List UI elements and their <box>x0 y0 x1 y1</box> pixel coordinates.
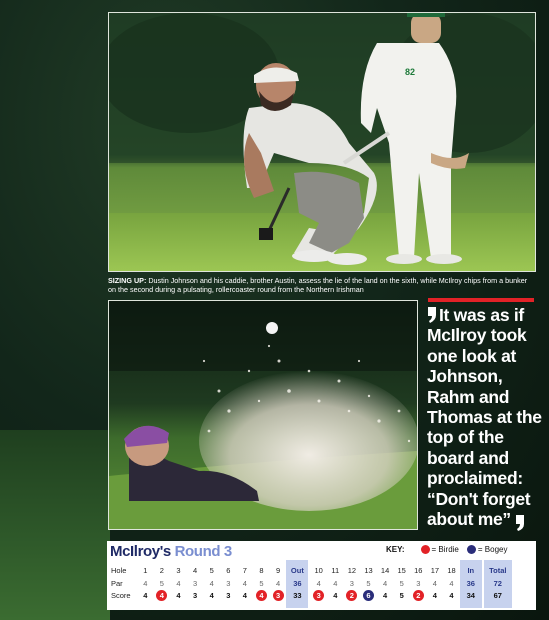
in-par: 36 <box>460 578 482 590</box>
hole-number: 16 <box>414 566 423 575</box>
out-score: 33 <box>286 590 308 602</box>
total-par: 72 <box>484 578 512 590</box>
close-quote-icon <box>515 515 525 531</box>
row-label-score: Score <box>111 591 131 600</box>
scorecard <box>107 541 536 610</box>
hole-number: 3 <box>176 566 181 575</box>
hole-score: 4 <box>333 591 338 600</box>
row-label-hole: Hole <box>111 566 127 575</box>
quote-accent-rule <box>428 298 534 302</box>
hole-number: 14 <box>380 566 390 575</box>
bogey-marker: 6 <box>363 590 374 601</box>
hole-number: 8 <box>259 566 264 575</box>
hole-score: 4 <box>209 591 214 600</box>
hole-score <box>253 590 270 602</box>
hole-score: 3 <box>193 591 198 600</box>
birdie-marker: 4 <box>156 590 167 601</box>
key-label: KEY: <box>386 545 405 554</box>
hole-number: 10 <box>314 566 323 575</box>
key-birdie <box>421 545 459 554</box>
pull-quote-text: It was as if McIlroy took one look at Johnson, Rahm and Thomas at the top of the board and proclaimed: “Don't forget about me” <box>427 305 542 530</box>
background-fairway <box>0 430 110 620</box>
caption-lead: SIZING UP: <box>108 276 147 285</box>
hole-score: 5 <box>399 591 404 600</box>
photo-mcilroy-bunker <box>108 300 418 530</box>
hole-number: 18 <box>447 566 456 575</box>
hole-par: 4 <box>143 579 148 588</box>
birdie-marker: 3 <box>313 590 324 601</box>
hole-score <box>360 590 377 602</box>
hole-par: 3 <box>193 579 198 588</box>
hole-score <box>410 590 427 602</box>
scorecard-title-round: Round 3 <box>174 543 232 560</box>
hole-par: 5 <box>159 579 164 588</box>
total-score: 67 <box>484 590 512 602</box>
hole-par: 3 <box>349 579 354 588</box>
hole-number: 4 <box>193 566 198 575</box>
hole-par: 4 <box>176 579 181 588</box>
hole-number: 7 <box>242 566 247 575</box>
hole-score: 3 <box>226 591 231 600</box>
hole-score <box>270 590 287 602</box>
scorecard-title <box>110 543 232 560</box>
in-header: In <box>460 565 482 577</box>
hole-score: 4 <box>383 591 388 600</box>
hole-par: 5 <box>399 579 404 588</box>
hole-par: 4 <box>276 579 281 588</box>
hole-score <box>154 590 171 602</box>
hole-score <box>310 590 327 602</box>
hole-par: 4 <box>209 579 214 588</box>
birdie-marker: 2 <box>413 590 424 601</box>
pull-quote <box>427 305 545 531</box>
hole-par: 4 <box>242 579 247 588</box>
hole-score: 4 <box>432 591 437 600</box>
scorecard-key <box>386 545 515 554</box>
hole-number: 9 <box>276 566 281 575</box>
hole-number: 13 <box>364 566 373 575</box>
hole-score: 4 <box>176 591 181 600</box>
total-header: Total <box>484 565 512 577</box>
hole-par: 5 <box>259 579 264 588</box>
photo-johnson-and-caddie <box>108 12 536 272</box>
out-par: 36 <box>286 578 308 590</box>
key-birdie-label: = Birdie <box>431 545 459 554</box>
hole-par: 3 <box>226 579 231 588</box>
hole-number: 5 <box>209 566 214 575</box>
caption-text: Dustin Johnson and his caddie, brother Austin, assess the lie of the land on the sixth, while McIlroy chips from a bunker on the second during a pulsating, rollercoaster round from the Northern Irishman <box>108 276 528 294</box>
hole-number: 15 <box>397 566 406 575</box>
birdie-marker: 3 <box>273 590 284 601</box>
hole-number: 1 <box>143 566 148 575</box>
hole-score: 4 <box>143 591 148 600</box>
hole-score: 4 <box>449 591 454 600</box>
photo-mcilroy-bunker-image <box>109 301 417 529</box>
row-label-par: Par <box>111 579 123 588</box>
key-bogey-label: = Bogey <box>477 545 508 554</box>
birdie-marker: 4 <box>256 590 267 601</box>
hole-number: 6 <box>226 566 231 575</box>
hole-number: 2 <box>159 566 164 575</box>
hole-par: 4 <box>449 579 454 588</box>
hole-par: 4 <box>432 579 437 588</box>
out-header: Out <box>286 565 308 577</box>
bogey-dot-icon <box>467 545 476 554</box>
photo-johnson-and-caddie-image <box>109 13 535 271</box>
birdie-marker: 2 <box>346 590 357 601</box>
hole-par: 4 <box>316 579 321 588</box>
caddie-bib-number: 82 <box>405 67 416 77</box>
hole-par: 4 <box>333 579 338 588</box>
hole-par: 3 <box>416 579 421 588</box>
hole-score: 4 <box>242 591 247 600</box>
hole-score <box>344 590 361 602</box>
hole-number: 12 <box>347 566 357 575</box>
hole-number: 17 <box>430 566 440 575</box>
hole-par: 4 <box>383 579 388 588</box>
scorecard-grid <box>107 560 536 608</box>
birdie-dot-icon <box>421 545 430 554</box>
hole-par: 5 <box>366 579 371 588</box>
hole-number: 11 <box>331 566 340 575</box>
in-score: 34 <box>460 590 482 602</box>
key-bogey <box>467 545 508 554</box>
scorecard-title-name: McIlroy's <box>110 543 171 560</box>
photo-caption <box>108 276 536 294</box>
open-quote-icon <box>427 307 437 323</box>
